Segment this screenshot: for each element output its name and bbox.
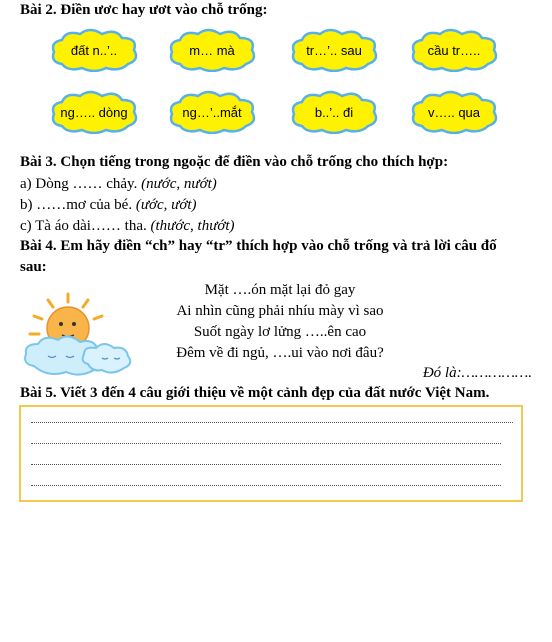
cloud-blank-8[interactable]	[408, 90, 500, 134]
riddle-answer[interactable]: Đó là:…………….	[422, 365, 532, 381]
cloud-label: tr…’.. sau	[306, 42, 362, 58]
cloud-label: m… mà	[189, 42, 235, 58]
cloud-blank-4[interactable]	[408, 28, 500, 72]
bai2-title: Bài 2. Điền ươc hay ươt vào chỗ trống:	[20, 2, 268, 18]
poem-line-2: Ai nhìn cũng phải nhíu mày vì sao	[176, 303, 384, 319]
answer-line-1[interactable]	[31, 422, 513, 424]
item-hint: (nước, nướt)	[141, 176, 217, 192]
cloud-label: đất n..’..	[70, 42, 118, 58]
answer-line-3[interactable]	[31, 464, 501, 466]
item-hint: (thước, thướt)	[150, 218, 235, 234]
cloud-label: v….. qua	[427, 104, 481, 120]
item-text: a) Dòng …… chảy.	[20, 176, 142, 192]
poem-line-4: Đêm về đi ngủ, ….ui vào nơi đâu?	[176, 345, 384, 361]
bai4-title-line1: Bài 4. Em hãy điền “ch” hay “tr” thích hợp vào chỗ trống và trả lời câu đố	[20, 238, 497, 254]
cloud-blank-7[interactable]	[288, 90, 380, 134]
cloud-label: ng….. dòng	[60, 104, 128, 120]
poem-line-1: Mặt ….ón mặt lại đỏ gay	[204, 282, 356, 298]
item-text: c) Tà áo dài…… tha.	[20, 218, 151, 234]
cloud-blank-5[interactable]	[48, 90, 140, 134]
cloud-label: b..’.. đi	[314, 104, 354, 120]
item-hint: (ước, ướt)	[135, 197, 197, 213]
bai3-item-b	[20, 197, 197, 214]
cloud-blank-1[interactable]	[48, 28, 140, 72]
cloud-blank-2[interactable]	[166, 28, 258, 72]
answer-box[interactable]	[19, 405, 523, 502]
bai3-title: Bài 3. Chọn tiếng trong ngoặc để điền vào chỗ trống cho thích hợp:	[20, 154, 449, 170]
cloud-blank-3[interactable]	[288, 28, 380, 72]
bai3-item-a	[20, 176, 217, 193]
answer-line-2[interactable]	[31, 443, 501, 445]
cloud-label: cầu tr…..	[427, 42, 481, 58]
bai3-item-c	[20, 218, 235, 235]
cloud-label: ng…’..mắt	[182, 104, 242, 120]
poem-line-3: Suốt ngày lơ lửng …..ên cao	[193, 324, 367, 340]
bai5-title: Bài 5. Viết 3 đến 4 câu giới thiệu về một cảnh đẹp của đất nước Việt Nam.	[20, 385, 490, 401]
item-text: b) ……mơ của bé.	[20, 197, 136, 213]
cloud-blank-6[interactable]	[166, 90, 258, 134]
answer-line-4[interactable]	[31, 485, 501, 487]
bai4-title-line2: sau:	[20, 259, 47, 275]
